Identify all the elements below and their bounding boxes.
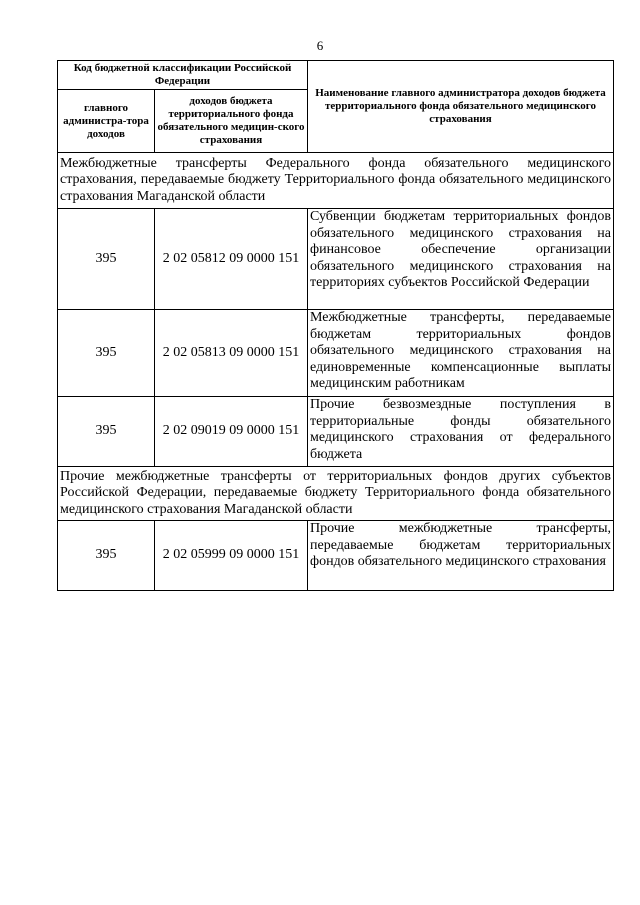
table-row	[58, 397, 614, 467]
name-header: Наименование главного администратора доходов бюджета территориального фонда обязательного медицинского страхования	[308, 61, 614, 153]
admin-code-cell: 395	[58, 310, 155, 397]
table-row	[58, 209, 614, 310]
income-code-cell: 2 02 05813 09 0000 151	[155, 310, 308, 397]
table-row	[58, 310, 614, 397]
admin-code-cell: 395	[58, 521, 155, 591]
description-cell: Субвенции бюджетам территориальных фондов обязательного медицинского страхования на финансовое обеспечение организации обязательного медицинского страхования на территориях субъектов Российской Федерации	[308, 209, 614, 310]
group-row	[58, 467, 614, 521]
table-row	[58, 521, 614, 591]
budget-classification-table	[57, 60, 614, 591]
income-code-cell: 2 02 05812 09 0000 151	[155, 209, 308, 310]
page-number: 6	[316, 38, 324, 53]
group-title: Межбюджетные трансферты Федерального фонда обязательного медицинского страхования, передаваемые бюджету Территориального фонда обязательного медицинского страхования Магаданской области	[58, 153, 614, 209]
income-code-cell: 2 02 09019 09 0000 151	[155, 397, 308, 467]
description-cell: Прочие межбюджетные трансферты, передаваемые бюджетам территориальных фондов обязательного медицинского страхования	[308, 521, 614, 591]
description-cell: Межбюджетные трансферты, передаваемые бюджетам территориальных фондов обязательного медицинского страхования на единовременные компенсационные выплаты медицинским работникам	[308, 310, 614, 397]
group-title: Прочие межбюджетные трансферты от территориальных фондов других субъектов Российской Федерации, передаваемые бюджету Территориального фонда обязательного медицинского страхования Магаданской области	[58, 467, 614, 521]
admin-code-cell: 395	[58, 209, 155, 310]
kbk-header: Код бюджетной классификации Российской Федерации	[58, 61, 308, 90]
description-cell: Прочие безвозмездные поступления в территориальные фонды обязательного медицинского страхования от федерального бюджета	[308, 397, 614, 467]
income-code-header: доходов бюджета территориального фонда обязательного медицин-ского страхования	[155, 90, 308, 153]
income-code-cell: 2 02 05999 09 0000 151	[155, 521, 308, 591]
admin-code-header: главного администра-тора доходов	[58, 90, 155, 153]
admin-code-cell: 395	[58, 397, 155, 467]
group-row	[58, 153, 614, 209]
